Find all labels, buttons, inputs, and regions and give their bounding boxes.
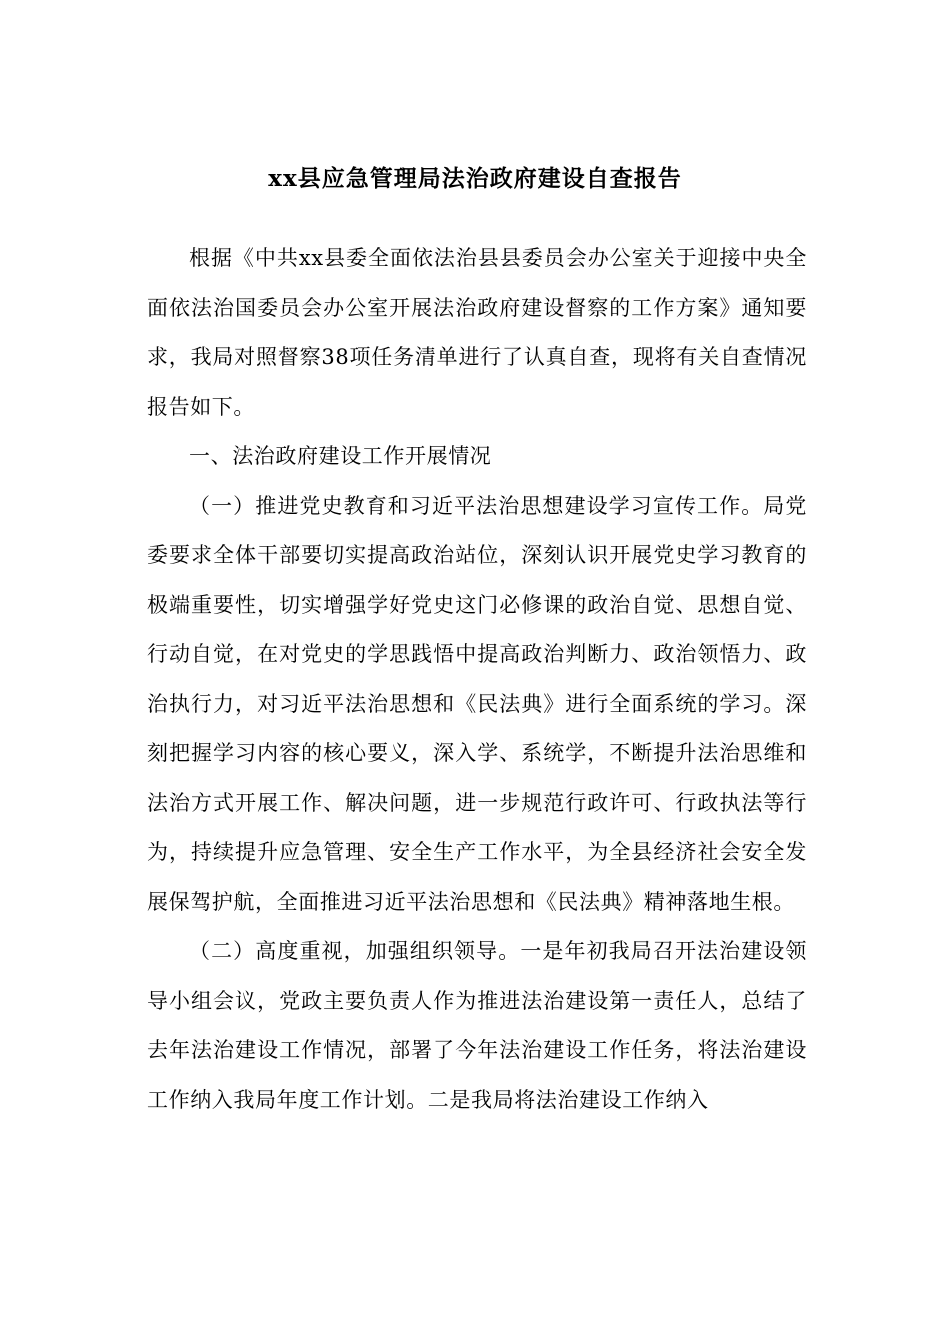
document-title: xx县应急管理局法治政府建设自查报告 <box>268 165 682 192</box>
paragraph-intro: 根据《中共xx县委全面依法治县县委员会办公室关于迎接中央全面依法治国委员会办公室开展法治政府建设督察的工作方案》通知要求，我局对照督察38项任务清单进行了认真自查，现将有关自查情况报告如下。 <box>147 246 807 419</box>
paragraph-item-2: （二）高度重视，加强组织领导。一是年初我局召开法治建设领导小组会议，党政主要负责人作为推进法治建设第一责任人，总结了去年法治建设工作情况，部署了今年法治建设工作任务，将法治建设工作纳入我局年度工作计划。二是我局将法治建设工作纳入 <box>147 939 807 1112</box>
document-body <box>147 234 807 1125</box>
paragraph-item-1: （一）推进党史教育和习近平法治思想建设学习宣传工作。局党委要求全体干部要切实提高政治站位，深刻认识开展党史学习教育的极端重要性，切实增强学好党史这门必修课的政治自觉、思想自觉、行动自觉，在对党史的学思践悟中提高政治判断力、政治领悟力、政治执行力，对习近平法治思想和《民法典》进行全面系统的学习。深刻把握学习内容的核心要义，深入学、系统学，不断提升法治思维和法治方式开展工作、解决问题，进一步规范行政许可、行政执法等行为，持续提升应急管理、安全生产工作水平，为全县经济社会安全发展保驾护航，全面推进习近平法治思想和《民法典》精神落地生根。 <box>147 493 807 914</box>
section-heading-1: 一、法治政府建设工作开展情况 <box>189 444 492 468</box>
